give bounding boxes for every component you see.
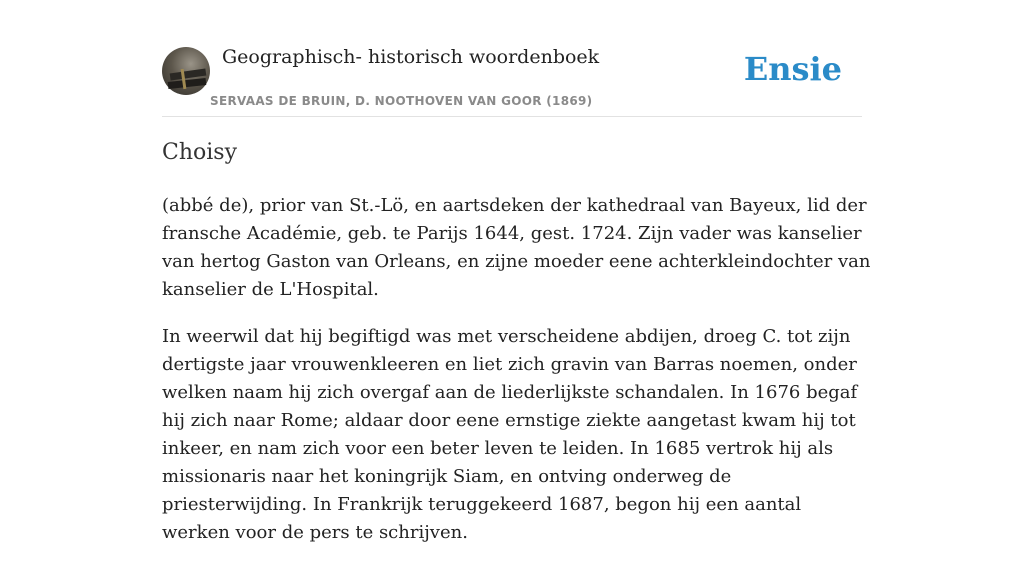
book-title[interactable]: Geographisch- historisch woordenboek [222, 46, 600, 68]
entry-paragraph: In weerwil dat hij begiftigd was met verscheidene abdijen, droeg C. tot zijn dertigste jaar vrouwenkleeren en liet zich gravin van Barras noemen, onder welken naam hij zich overgaf aan de liederlijkste schandalen. In 1676 begaf hij zich naar Rome; aldaar door eene ernstige ziekte aangetast kwam hij tot inkeer, en nam zich voor een beter leven te leiden. In 1685 vertrok hij als missionaris naar het koningrijk Siam, en ontving onderweg de priesterwijding. In Frankrijk teruggekeerd 1687, begon hij een aantal werken voor de pers te schrijven. [162, 326, 858, 543]
ensie-logo[interactable]: Ensie [743, 50, 842, 88]
book-cover-thumbnail[interactable] [162, 47, 210, 95]
entry-title: Choisy [162, 140, 238, 165]
entry-paragraph: (abbé de), prior van St.-Lö, en aartsdeken der kathedraal van Bayeux, lid der fransche Académie, geb. te Parijs 1644, gest. 1724. Zijn vader was kanselier van hertog Gaston van Orleans, en zijne moeder eene achterkleindochter van kanselier de L'Hospital. [162, 195, 871, 300]
entry-body [162, 192, 872, 566]
book-header [162, 46, 862, 117]
book-authors: SERVAAS DE BRUIN, D. NOOTHOVEN VAN GOOR (1869) [210, 94, 593, 108]
